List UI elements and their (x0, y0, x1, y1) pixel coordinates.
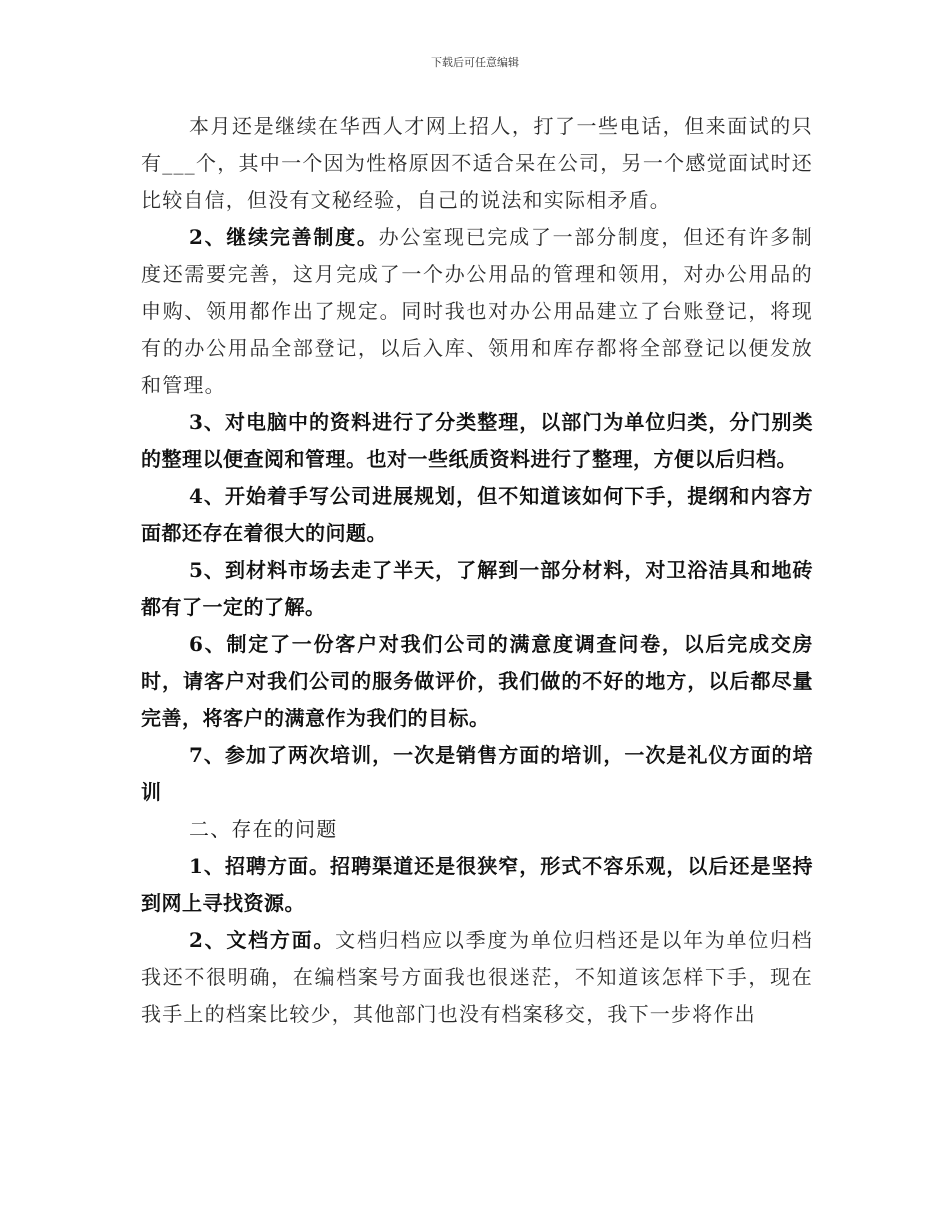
paragraph-lead: 2、文档方面。 (189, 928, 336, 952)
document-body (141, 108, 813, 1033)
heading-text: 二、存在的问题 (189, 817, 338, 841)
page-header: 下载后可任意编辑 (431, 56, 519, 69)
paragraph-text: 办公室现已完成了一部分制度，但还有许多制度还需要完善，这月完成了一个办公用品的管理和领用，对办公用品的申购、领用都作出了规定。同时我也对办公用品建立了台账登记，将现有的办公用品全部登记，以后入库、领用和库存都将全部登记以便发放和管理。 (141, 225, 814, 397)
paragraph-satisfaction-survey (141, 626, 813, 737)
paragraph-lead: 2、继续完善制度。 (189, 225, 379, 249)
paragraph-material-market (141, 552, 813, 626)
paragraph-recruitment-problem (141, 848, 813, 922)
paragraph-text: 本月还是继续在华西人才网上招人，打了一些电话，但来面试的只有___个，其中一个因为性格原因不适合呆在公司，另一个感觉面试时还比较自信，但没有文秘经验，自己的说法和实际相矛盾。 (141, 114, 813, 212)
paragraph-text: 4、开始着手写公司进展规划，但不知道该如何下手，提纲和内容方面都还存在着很大的问题。 (141, 484, 813, 545)
paragraph-text: 1、招聘方面。招聘渠道还是很狭窄，形式不容乐观，以后还是坚持到网上寻找资源。 (141, 854, 813, 915)
paragraph-text: 5、到材料市场去走了半天，了解到一部分材料，对卫浴洁具和地砖都有了一定的了解。 (141, 558, 813, 619)
paragraph-training (141, 737, 813, 811)
paragraph-text: 6、制定了一份客户对我们公司的满意度调查问卷，以后完成交房时，请客户对我们公司的服务做评价，我们做的不好的地方，以后都尽量完善，将客户的满意作为我们的目标。 (141, 632, 813, 730)
section-heading-problems (141, 811, 813, 848)
paragraph-recruitment-summary (141, 108, 813, 219)
paragraph-text: 7、参加了两次培训，一次是销售方面的培训，一次是礼仪方面的培训 (141, 743, 813, 804)
paragraph-archive-problem (141, 922, 813, 1033)
paragraph-file-organization (141, 404, 813, 478)
paragraph-development-plan (141, 478, 813, 552)
paragraph-text: 文档归档应以季度为单位归档还是以年为单位归档我还不很明确，在编档案号方面我也很迷茫，不知道该怎样下手，现在我手上的档案比较少，其他部门也没有档案移交，我下一步将作出 (141, 928, 813, 1026)
paragraph-text: 3、对电脑中的资料进行了分类整理，以部门为单位归类，分门别类的整理以便查阅和管理。也对一些纸质资料进行了整理，方便以后归档。 (141, 410, 813, 471)
paragraph-system-improvement (141, 219, 813, 404)
